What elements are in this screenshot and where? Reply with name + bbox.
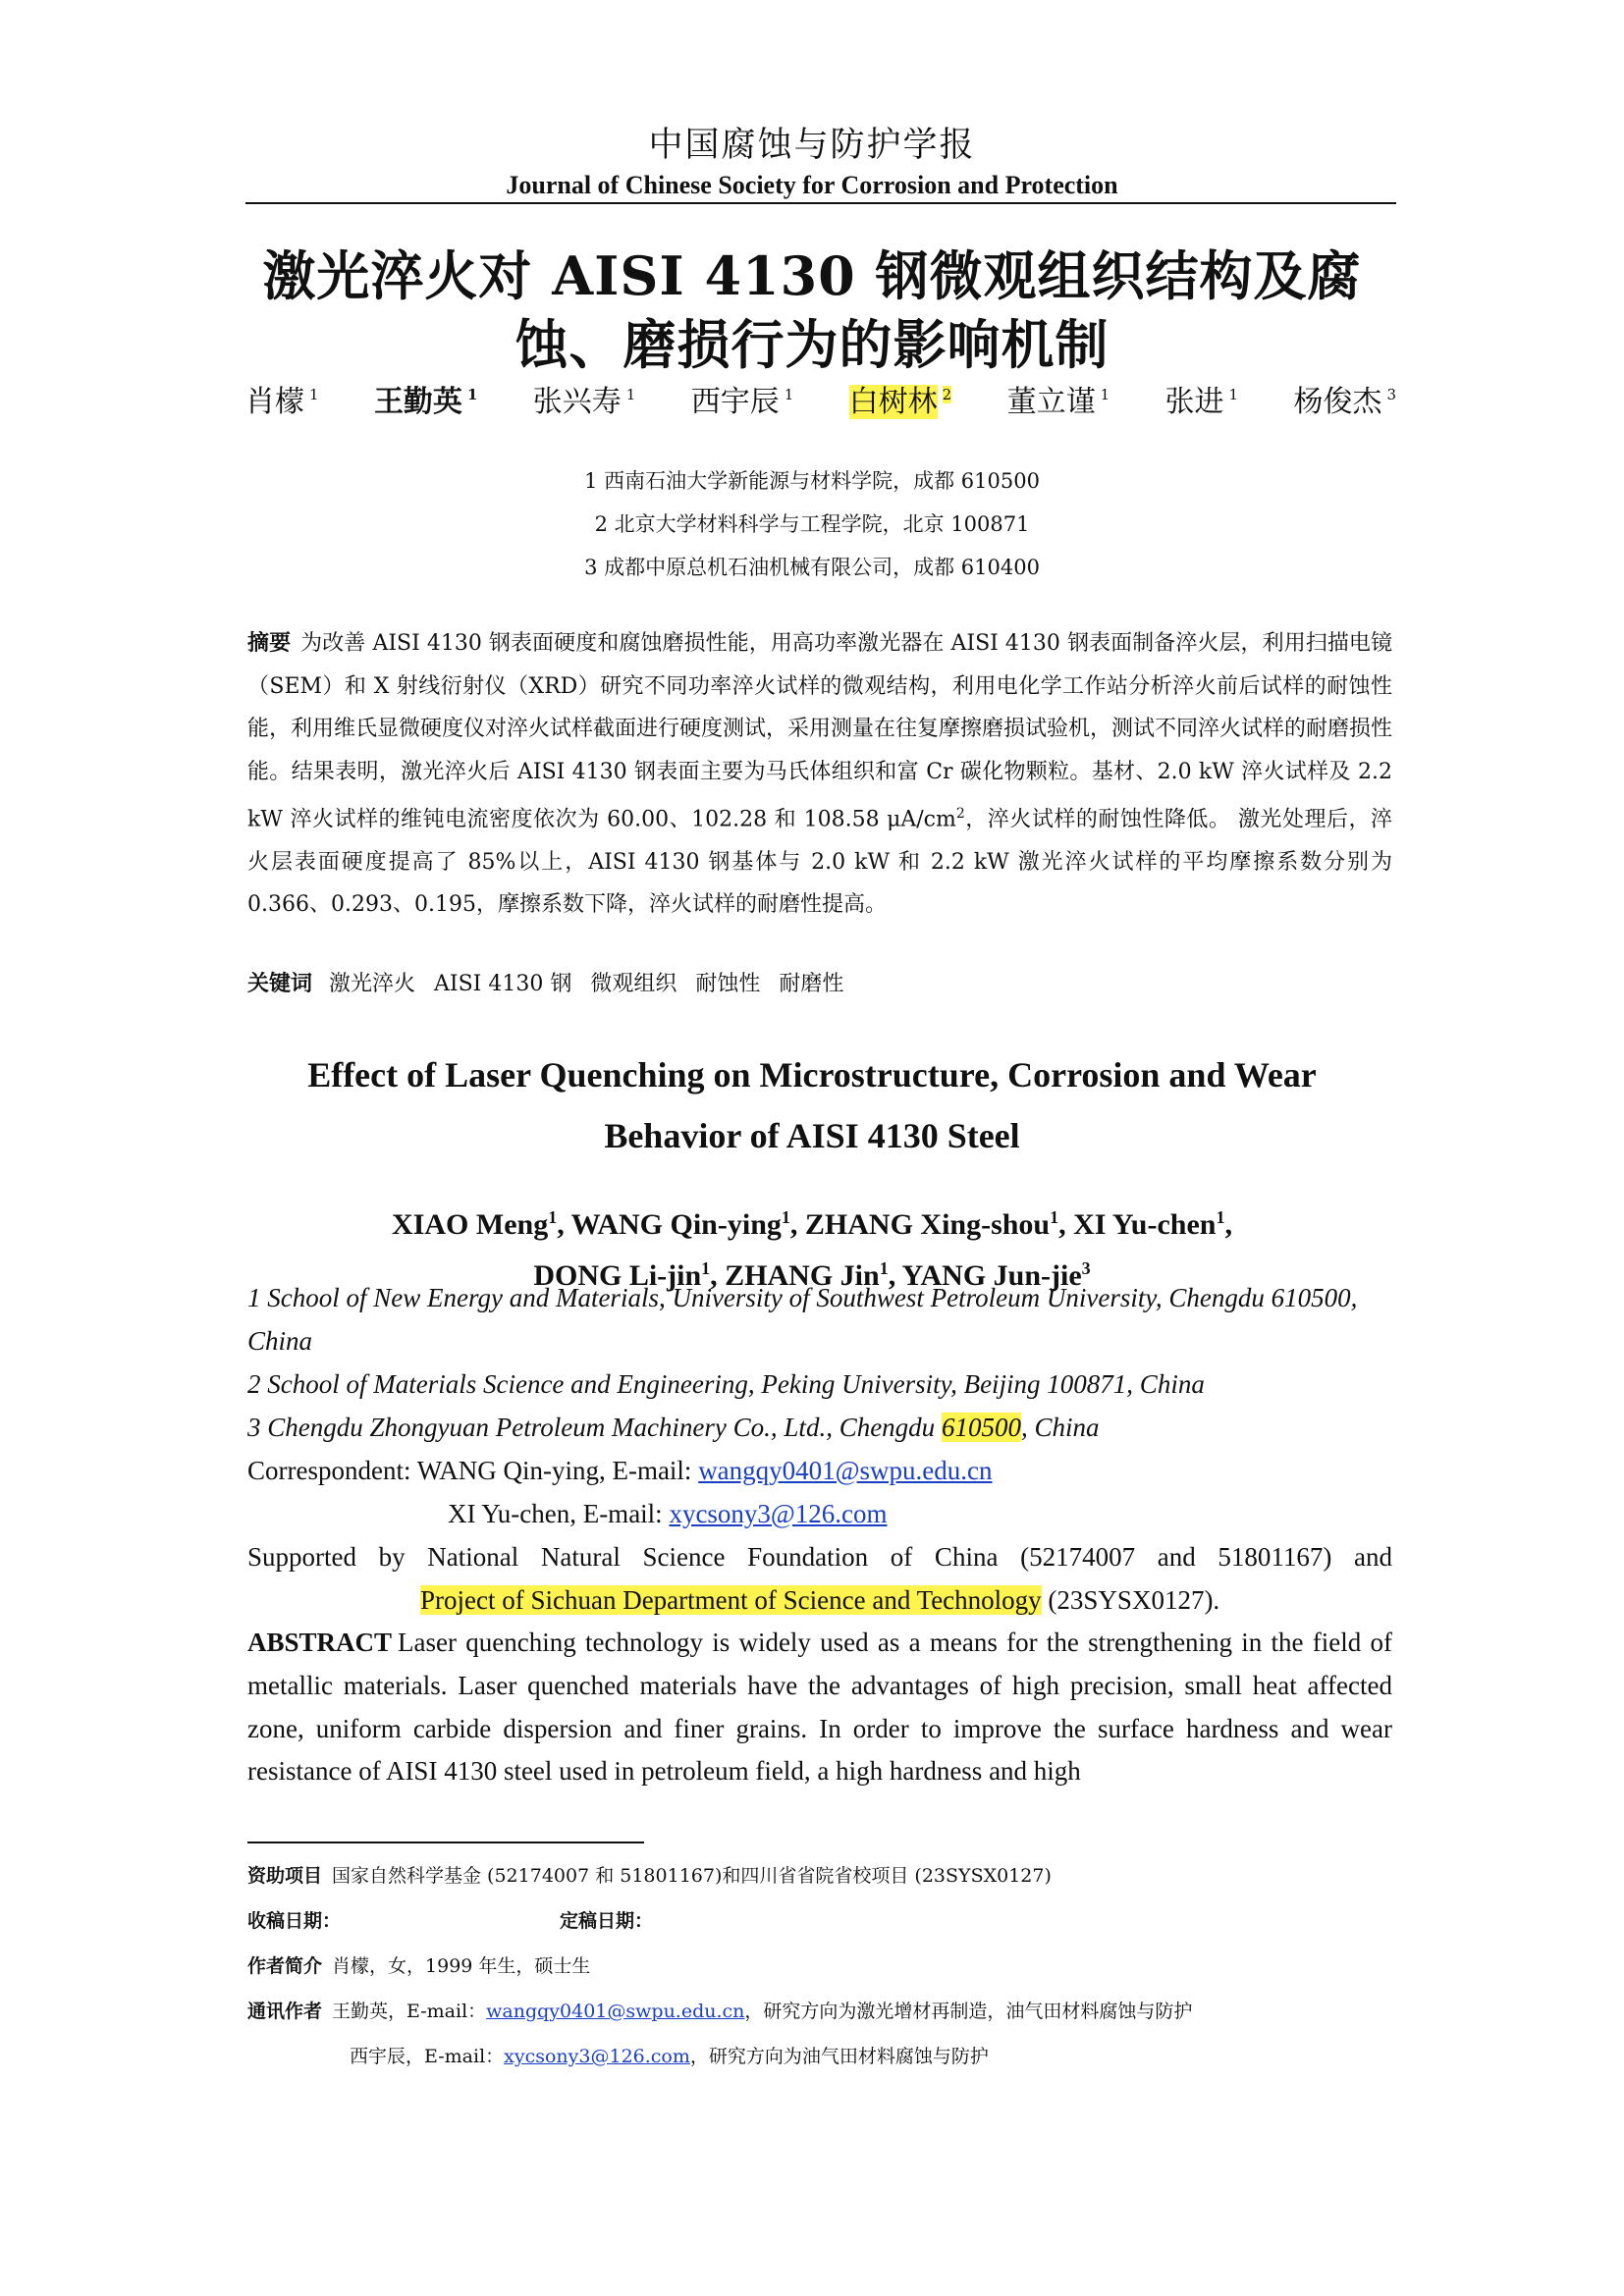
keywords-cn — [247, 967, 1392, 997]
abstract-cn-label: 摘要 — [247, 630, 292, 656]
affiliation-en-3: 3 Chengdu Zhongyuan Petroleum Machinery Co., Ltd., Chengdu 610500, China — [247, 1413, 1100, 1442]
paper-title-cn-line1: 激光淬火对 AISI 4130 钢微观组织结构及腐 — [262, 244, 1362, 307]
correspondent-line-2: XI Yu-chen, E-mail: xycsony3@126.com — [448, 1499, 888, 1528]
footnote-corresponding-2: 西宇辰，E-mail：xycsony3@126.com，研究方向为油气田材料腐蚀与防护 — [350, 2046, 989, 2067]
author-cn: 张兴寿 $^1$ — [532, 385, 636, 419]
affiliation-en-1: 1 School of New Energy and Materials, University of Southwest Petroleum University, Chengdu 610500, China — [247, 1283, 1358, 1356]
author-cn: 张进 $^1$ — [1164, 385, 1239, 419]
affiliation-cn-3: 3 成都中原总机石油机械有限公司，成都 610400 — [584, 556, 1040, 579]
keyword: 耐磨性 — [779, 972, 844, 996]
affiliation-cn-1: 1 西南石油大学新能源与材料学院，成都 610500 — [584, 469, 1040, 493]
received-date-label: 收稿日期： — [247, 1910, 342, 1932]
paper-title-cn — [236, 241, 1388, 379]
author-en: WANG Qin-ying$^1$, — [570, 1207, 805, 1241]
footnote-corresponding-1: 通讯作者 王勤英，E-mail：wangqy0401@swpu.edu.cn，研究方向为激光增材再制造，油气田材料腐蚀与防护 — [247, 2001, 1193, 2022]
journal-title-en: Journal of Chinese Society for Corrosion and Protection — [506, 171, 1118, 199]
abstract-cn: 摘要 为改善 AISI 4130 钢表面硬度和腐蚀磨损性能，用高功率激光器在 AISI 4130 钢表面制备淬火层，利用扫描电镜（SEM）和 X 射线衍射仪（XRD）研究不同功率淬火试样的微观结构，利用电化学工作站分析淬火前后试样的耐蚀性能，利用维氏显微硬度仪对淬火试样截面进行硬度测试，采用测量在往复摩擦磨损试验机，测试不同淬火试样的耐磨损性能。结果表明，激光淬火后 AISI 4130 钢表面主要为马氏体组织和富 Cr 碳化物颗粒。基材、2.0 kW 淬火试样及 2.2 kW 淬火试样的维钝电流密度依次为 60.00、102.28 和 108.58 $\mu A/cm^2$，淬火试样的耐蚀性降低。 激光处理后，淬火层表面硬度提高了 85%以上，AISI 4130 钢基体与 2.0 kW 和 2.2 kW 激光淬火试样的平均摩擦系数分别为 0.366、0.293、0.195，摩擦系数下降，淬火试样的耐磨性提高。 — [247, 630, 1393, 918]
footnote-funding: 资助项目 国家自然科学基金 (52174007 和 51801167)和四川省省院省校项目 (23SYSX0127) — [247, 1865, 1052, 1887]
abstract-en-label: ABSTRACT — [247, 1628, 393, 1657]
author-list-en-line1 — [196, 1196, 1428, 1247]
keyword: 耐蚀性 — [695, 972, 761, 996]
author-cn: 肖檬 $^1$ — [245, 385, 319, 419]
email-link-xi[interactable]: xycsony3@126.com — [669, 1499, 888, 1528]
funding-line-2: Project of Sichuan Department of Science and Technology (23SYSX0127). — [420, 1585, 1220, 1615]
keyword: 激光淬火 — [329, 972, 416, 996]
affiliation-cn-2: 2 北京大学材料科学与工程学院，北京 100871 — [594, 512, 1030, 536]
author-cn-highlighted: 白树林 $^2$ — [848, 385, 952, 419]
footnote-rule — [247, 1842, 644, 1843]
author-cn: 杨俊杰 $^3$ — [1293, 385, 1396, 419]
author-en: ZHANG Xing-shou$^1$, — [804, 1207, 1074, 1241]
footnote-author-bio: 作者简介 肖檬，女，1999 年生，硕士生 — [247, 1955, 591, 1977]
author-en: ZHANG Jin$^1$, — [725, 1258, 902, 1292]
paper-title-cn-line2: 蚀、磨损行为的影响机制 — [514, 313, 1110, 376]
paper-title-en-line1: Effect of Laser Quenching on Microstructure, Corrosion and Wear — [307, 1055, 1317, 1095]
author-list-cn — [245, 377, 1396, 420]
abstract-en: ABSTRACT Laser quenching technology is widely used as a means for the strengthening in the field of metallic materials. Laser quenched materials have the advantages of high precision, small heat affected zone, uniform carbide dispersion and finer grains. In order to improve the surface hardness and wear resistance of AISI 4130 steel used in petroleum field, a high hardness and high — [247, 1628, 1392, 1787]
correspondent-line-1: Correspondent: WANG Qin-ying, E-mail: wangqy0401@swpu.edu.cn — [247, 1456, 993, 1485]
email-link-wang[interactable]: wangqy0401@swpu.edu.cn — [698, 1456, 993, 1485]
journal-title-cn: 中国腐蚀与防护学报 — [648, 126, 976, 165]
keyword: 微观组织 — [590, 972, 677, 996]
author-cn: 王勤英 $^1$ — [373, 385, 478, 419]
footnote-email-wang[interactable]: wangqy0401@swpu.edu.cn — [486, 2001, 745, 2022]
author-en: DONG Li-jin$^1$, — [533, 1258, 726, 1292]
author-cn: 西宇辰 $^1$ — [690, 385, 794, 419]
affiliation-en-2: 2 School of Materials Science and Engineering, Peking University, Beijing 100871, China — [247, 1369, 1205, 1399]
keywords-cn-label: 关键词 — [247, 971, 313, 996]
funding-line-1: Supported by National Natural Science Foundation of China (52174007 and 51801167) and — [247, 1542, 1392, 1572]
author-en: YANG Jun-jie$^3$ — [901, 1258, 1091, 1292]
revised-date-label: 定稿日期： — [560, 1910, 654, 1932]
paper-title-en — [196, 1044, 1428, 1166]
author-cn: 董立谨 $^1$ — [1006, 385, 1110, 419]
keyword: AISI 4130 钢 — [434, 972, 572, 996]
author-en: XIAO Meng$^1$, — [392, 1207, 571, 1241]
header-rule — [245, 202, 1396, 204]
author-en: XI Yu-chen$^1$, — [1073, 1207, 1232, 1241]
footnote-email-xi[interactable]: xycsony3@126.com — [504, 2046, 690, 2067]
paper-title-en-line2: Behavior of AISI 4130 Steel — [604, 1116, 1020, 1155]
footnote-dates — [247, 1906, 1392, 1936]
